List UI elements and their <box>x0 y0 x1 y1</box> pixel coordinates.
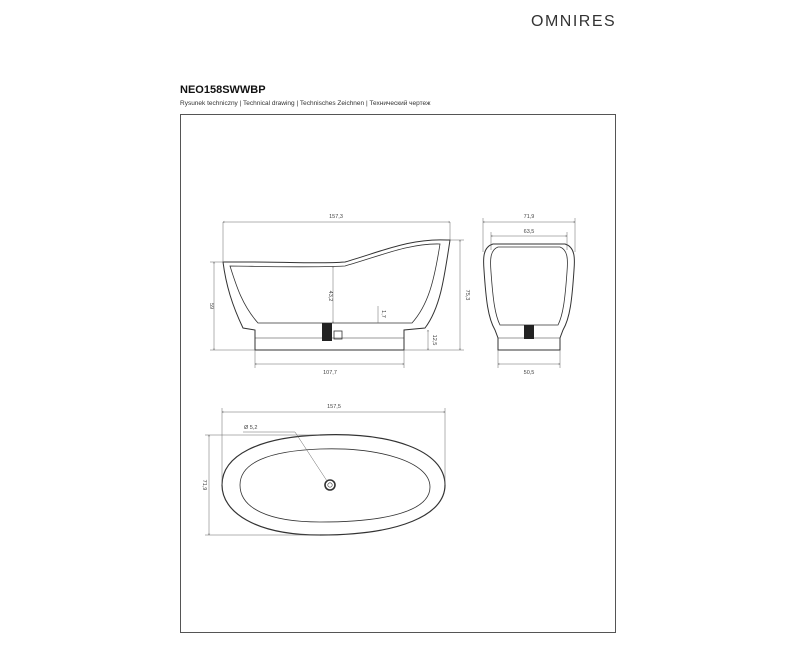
top-width-label: 71,9 <box>201 479 207 491</box>
drain-diameter-label: Ø 5,2 <box>244 425 258 431</box>
brand-logo: OMNIRES <box>531 13 617 30</box>
side-view-dimensions <box>210 222 464 368</box>
drain-circle <box>325 480 335 490</box>
top-length-label: 157,5 <box>327 404 341 410</box>
inner-depth-label: 43,2 <box>327 290 333 302</box>
end-inner-width-label: 63,5 <box>523 229 535 235</box>
base-height-label: 12,5 <box>431 334 437 346</box>
end-view-dimensions <box>483 218 575 368</box>
drain-trap <box>322 323 332 341</box>
model-code: NEO158SWWBP <box>180 84 266 96</box>
side-view-outer-shell <box>223 240 450 350</box>
end-width-label: 71,9 <box>523 214 535 220</box>
side-view <box>223 240 450 350</box>
drawing-subtitle: Rysunek techniczny | Technical drawing | Technisches Zeichnen | Технический чертеж <box>180 100 431 107</box>
side-length-label: 157,3 <box>329 214 343 220</box>
side-view-inner-shell <box>230 244 440 323</box>
drain-offset-label: 1,7 <box>380 310 386 318</box>
end-base-width-label: 50,5 <box>523 370 535 376</box>
total-height-label: 75,3 <box>464 289 470 301</box>
end-view-inner-shell <box>491 247 568 325</box>
top-view <box>222 435 445 535</box>
end-view <box>484 244 575 350</box>
base-length-label: 107,7 <box>323 370 337 376</box>
side-height-left-label: 59 <box>208 302 214 310</box>
